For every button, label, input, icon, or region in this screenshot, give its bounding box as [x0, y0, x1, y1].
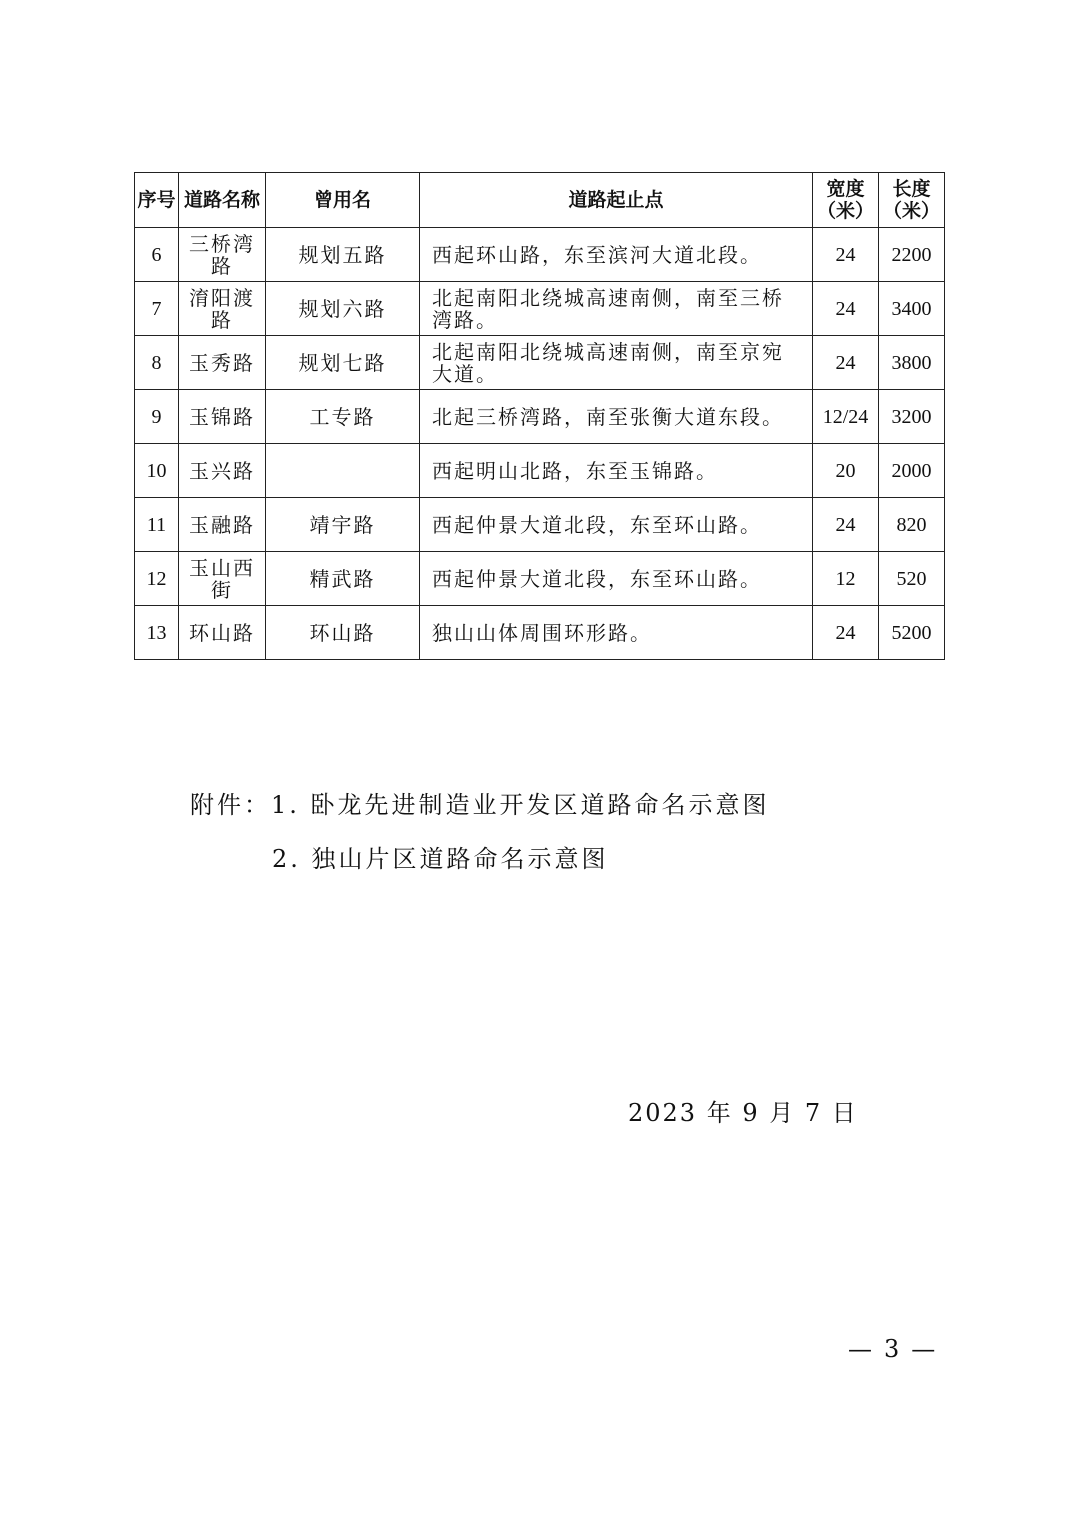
row-road-name: 玉融路: [179, 498, 266, 552]
attachment-item-2: 2. 独山片区道路命名示意图: [272, 845, 609, 873]
page-number: — 3 —: [848, 1335, 936, 1363]
header-index: 序号: [135, 173, 179, 228]
row-former-name: 精武路: [266, 552, 420, 606]
table-row: [135, 390, 945, 444]
header-width: [813, 173, 879, 228]
row-former-name: 规划五路: [266, 228, 420, 282]
table-row: [135, 228, 945, 282]
row-width: 12: [813, 552, 879, 606]
row-index: 9: [135, 390, 179, 444]
table-header-row: [135, 173, 945, 228]
row-road-name: 环山路: [179, 606, 266, 660]
row-length: 2000: [879, 444, 945, 498]
header-former-name: 曾用名: [266, 173, 420, 228]
row-former-name: 规划六路: [266, 282, 420, 336]
table-row: [135, 444, 945, 498]
row-width: 20: [813, 444, 879, 498]
attachment-label: 附件：: [190, 791, 271, 819]
row-width: 24: [813, 498, 879, 552]
row-index: 10: [135, 444, 179, 498]
row-start-end: 独山山体周围环形路。: [420, 606, 813, 660]
attachment-line-1: [190, 790, 770, 820]
row-start-end: 西起环山路，东至滨河大道北段。: [420, 228, 813, 282]
row-width: 12/24: [813, 390, 879, 444]
table-row: [135, 336, 945, 390]
row-road-name: 玉锦路: [179, 390, 266, 444]
header-road-name: 道路名称: [179, 173, 266, 228]
row-width: 24: [813, 606, 879, 660]
row-start-end: 北起南阳北绕城高速南侧，南至京宛大道。: [420, 336, 813, 390]
header-width-unit: （米）: [816, 200, 874, 222]
row-road-name: 玉山西街: [179, 552, 266, 606]
row-length: 3200: [879, 390, 945, 444]
row-length: 2200: [879, 228, 945, 282]
table-row: [135, 552, 945, 606]
header-length-unit: （米）: [882, 200, 940, 222]
header-width-label: 宽度: [826, 178, 865, 200]
row-length: 3400: [879, 282, 945, 336]
row-index: 8: [135, 336, 179, 390]
row-width: 24: [813, 336, 879, 390]
row-start-end: 北起南阳北绕城高速南侧，南至三桥湾路。: [420, 282, 813, 336]
row-start-end: 西起仲景大道北段，东至环山路。: [420, 498, 813, 552]
row-road-name: 玉秀路: [179, 336, 266, 390]
row-length: 520: [879, 552, 945, 606]
table-row: [135, 606, 945, 660]
row-index: 6: [135, 228, 179, 282]
row-width: 24: [813, 228, 879, 282]
row-start-end: 西起明山北路，东至玉锦路。: [420, 444, 813, 498]
page-number-value: 3: [884, 1335, 900, 1363]
row-start-end: 北起三桥湾路，南至张衡大道东段。: [420, 390, 813, 444]
row-index: 12: [135, 552, 179, 606]
header-length: [879, 173, 945, 228]
row-length: 3800: [879, 336, 945, 390]
row-former-name: 靖宇路: [266, 498, 420, 552]
row-former-name: 规划七路: [266, 336, 420, 390]
table-row: [135, 498, 945, 552]
row-former-name: [266, 444, 420, 498]
header-start-end: 道路起止点: [420, 173, 813, 228]
row-width: 24: [813, 282, 879, 336]
row-road-name: 淯阳渡路: [179, 282, 266, 336]
row-road-name: 三桥湾路: [179, 228, 266, 282]
row-start-end: 西起仲景大道北段，东至环山路。: [420, 552, 813, 606]
header-length-label: 长度: [892, 178, 931, 200]
row-index: 11: [135, 498, 179, 552]
road-naming-table: [134, 172, 945, 660]
attachment-item-1: 1. 卧龙先进制造业开发区道路命名示意图: [271, 791, 770, 819]
row-index: 7: [135, 282, 179, 336]
row-road-name: 玉兴路: [179, 444, 266, 498]
document-date: 2023 年 9 月 7 日: [628, 1099, 858, 1127]
row-former-name: 工专路: [266, 390, 420, 444]
row-length: 5200: [879, 606, 945, 660]
table-row: [135, 282, 945, 336]
row-former-name: 环山路: [266, 606, 420, 660]
row-length: 820: [879, 498, 945, 552]
row-index: 13: [135, 606, 179, 660]
